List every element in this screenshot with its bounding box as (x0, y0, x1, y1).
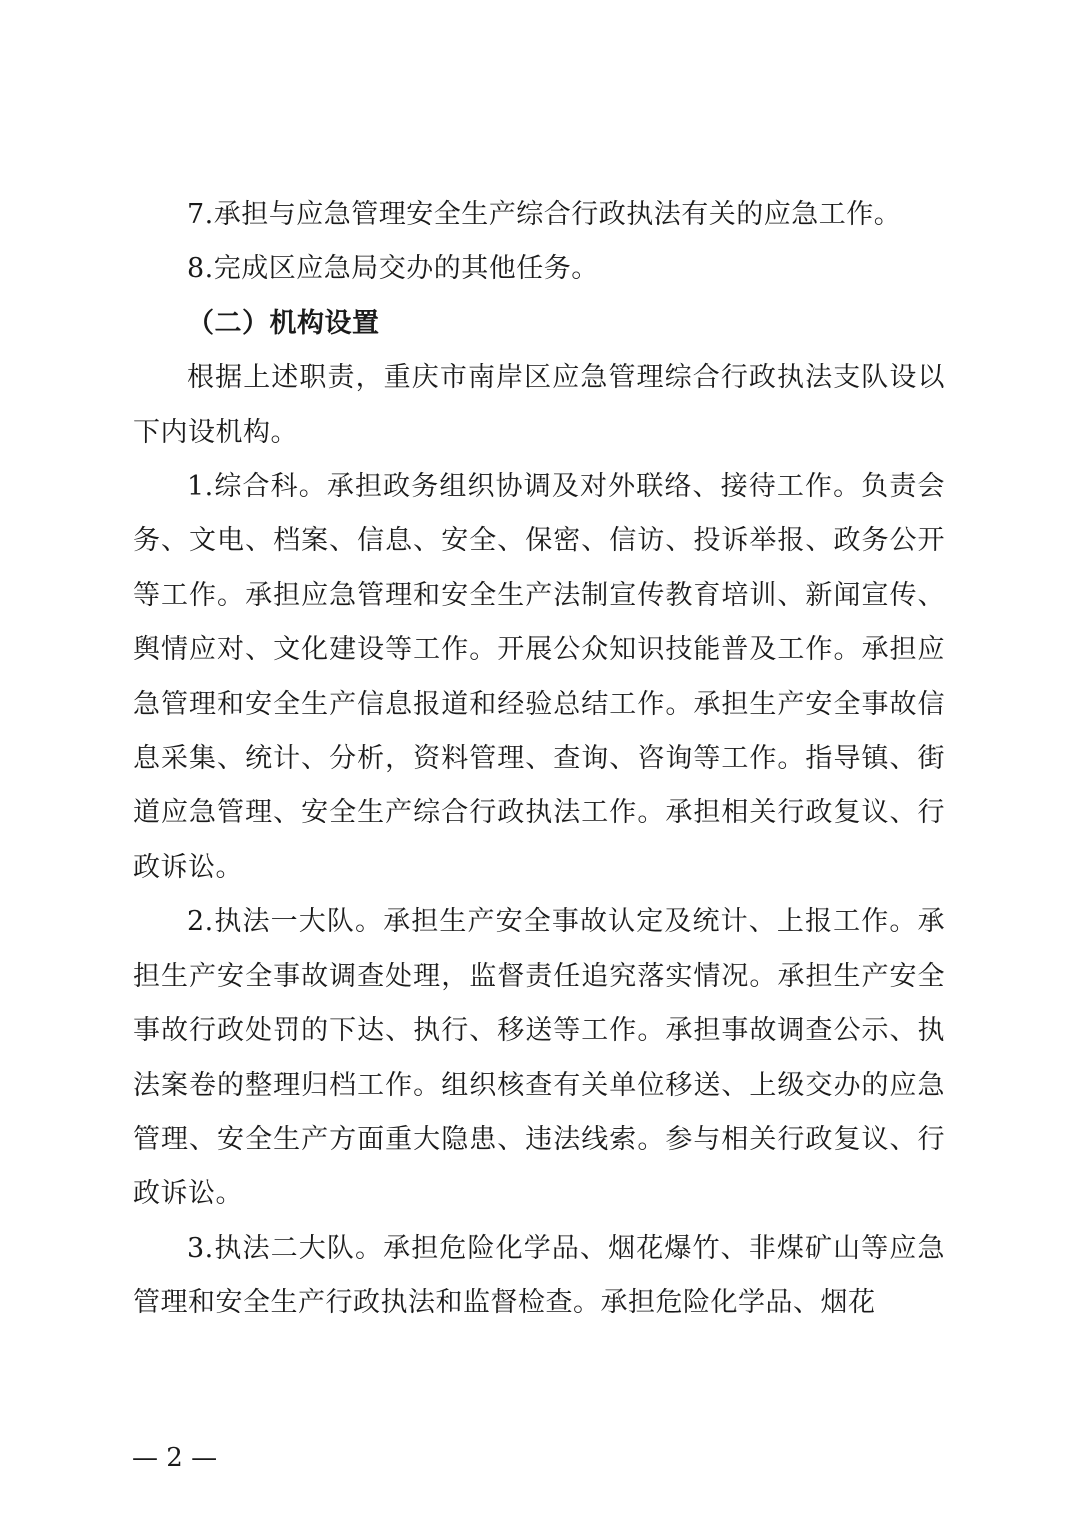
page-number: — 2 — (132, 1443, 218, 1473)
unit-paragraph-enforcement-team-2: 3.执法二大队。承担危险化学品、烟花爆竹、非煤矿山等应急管理和安全生产行政执法和监督检查。承担危险化学品、烟花 (133, 1232, 945, 1319)
paragraph-item-8: 8.完成区应急局交办的其他任务。 (187, 253, 599, 285)
paragraph-item-7: 7.承担与应急管理安全生产综合行政执法有关的应急工作。 (187, 199, 902, 230)
unit-paragraph-general-office: 1.综合科。承担政务组织协调及对外联络、接待工作。负责会务、文电、档案、信息、安全、保密、信访、投诉举报、政务公开等工作。承担应急管理和安全生产法制宣传教育培训、新闻宣传、舆情应对、文化建设等工作。开展公众知识技能普及工作。承担应急管理和安全生产信息报道和经验总结工作。承担生产安全事故信息采集、统计、分析，资料管理、查询、咨询等工作。指导镇、街道应急管理、安全生产综合行政执法工作。承担相关行政复议、行政诉讼。 (133, 471, 945, 883)
document-body (133, 188, 945, 1331)
section-heading: （二）机构设置 (187, 307, 380, 339)
unit-paragraph-enforcement-team-1: 2.执法一大队。承担生产安全事故认定及统计、上报工作。承担生产安全事故调查处理，监督责任追究落实情况。承担生产安全事故行政处罚的下达、执行、移送等工作。承担事故调查公示、执法案卷的整理归档工作。组织核查有关单位移送、上级交办的应急管理、安全生产方面重大隐患、违法线索。参与相关行政复议、行政诉讼。 (133, 906, 945, 1210)
intro-paragraph: 根据上述职责，重庆市南岸区应急管理综合行政执法支队设以下内设机构。 (133, 362, 945, 448)
